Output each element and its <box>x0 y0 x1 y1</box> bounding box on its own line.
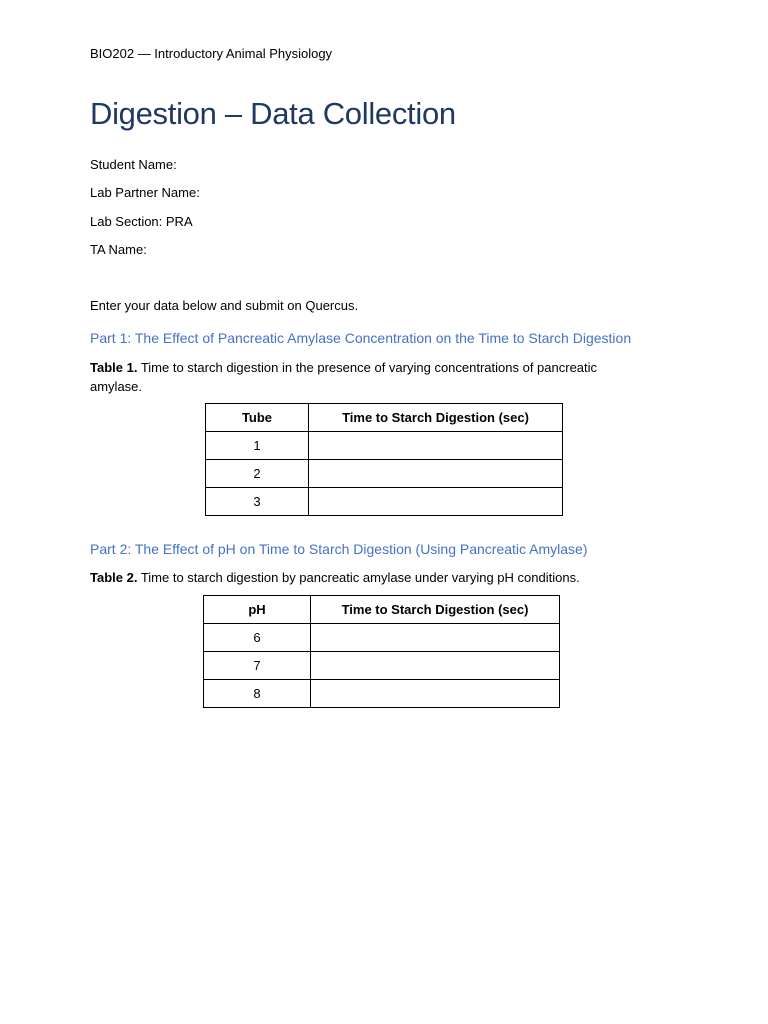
course-header: BIO202 — Introductory Animal Physiology <box>90 46 333 61</box>
table2-time-cell[interactable] <box>311 624 560 652</box>
table2-time-cell[interactable] <box>311 652 560 680</box>
table-header-row <box>204 596 560 624</box>
page-title: Digestion – Data Collection <box>90 96 456 131</box>
part2-heading: Part 2: The Effect of pH on Time to Starch Digestion (Using Pancreatic Amylase) <box>90 541 588 557</box>
table2-caption <box>90 568 650 587</box>
table-row <box>204 680 560 708</box>
table2-ph-cell: 7 <box>204 652 311 680</box>
table2-header-time: Time to Starch Digestion (sec) <box>311 596 560 624</box>
table-row <box>204 624 560 652</box>
table-row <box>204 652 560 680</box>
table1-time-cell[interactable] <box>309 460 563 488</box>
table2-caption-label: Table 2. <box>90 570 138 585</box>
part1-heading: Part 1: The Effect of Pancreatic Amylase Concentration on the Time to Starch Digestion <box>90 330 632 346</box>
table1-tube-cell: 1 <box>206 432 309 460</box>
table1-tube-cell: 3 <box>206 488 309 516</box>
table2-caption-text: Time to starch digestion by pancreatic amylase under varying pH conditions. <box>137 570 580 585</box>
table-row <box>206 460 563 488</box>
table1-tube-cell: 2 <box>206 460 309 488</box>
table1 <box>205 403 563 516</box>
table1-header-tube: Tube <box>206 404 309 432</box>
instruction-text: Enter your data below and submit on Quercus. <box>90 298 359 313</box>
table-header-row <box>206 404 563 432</box>
table2-ph-cell: 6 <box>204 624 311 652</box>
table1-time-cell[interactable] <box>309 432 563 460</box>
table1-time-cell[interactable] <box>309 488 563 516</box>
table-row <box>206 488 563 516</box>
table2 <box>203 595 560 708</box>
table2-header-ph: pH <box>204 596 311 624</box>
table2-time-cell[interactable] <box>311 680 560 708</box>
ta-name-label: TA Name: <box>90 242 147 257</box>
student-name-label: Student Name: <box>90 157 177 172</box>
table2-ph-cell: 8 <box>204 680 311 708</box>
lab-section-label: Lab Section: PRA <box>90 214 193 229</box>
table1-caption <box>90 358 650 396</box>
table1-caption-label: Table 1. <box>90 360 138 375</box>
table-row <box>206 432 563 460</box>
lab-partner-name-label: Lab Partner Name: <box>90 185 200 200</box>
table1-header-time: Time to Starch Digestion (sec) <box>309 404 563 432</box>
table1-caption-text: Time to starch digestion in the presence of varying concentrations of pancreatic amylase. <box>90 360 598 394</box>
